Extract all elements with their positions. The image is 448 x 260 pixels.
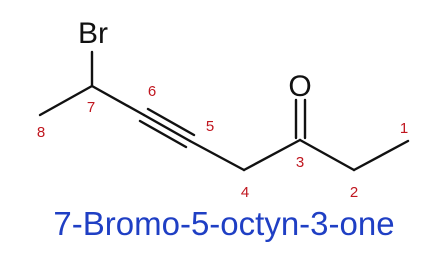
- oxygen-atom-label: O: [288, 70, 312, 103]
- compound-name: 7-Bromo-5-octyn-3-one: [53, 205, 395, 242]
- bromine-atom-label: Br: [78, 17, 108, 50]
- carbon-number-4: 4: [240, 184, 250, 201]
- bond-c4-c3: [244, 140, 300, 170]
- bond-c5-c4: [190, 141, 244, 170]
- bond-c7-c6: [92, 86, 144, 115]
- bond-c8-c7: [40, 86, 92, 115]
- bond-c2-c1: [354, 141, 408, 170]
- carbon-number-7: 7: [86, 99, 96, 116]
- carbon-number-1: 1: [399, 120, 409, 137]
- carbon-number-3: 3: [295, 154, 305, 171]
- carbon-number-6: 6: [147, 83, 157, 100]
- bond-c3-c2: [300, 140, 354, 170]
- carbon-number-8: 8: [36, 124, 46, 141]
- carbon-number-2: 2: [349, 184, 359, 201]
- carbon-number-5: 5: [205, 118, 215, 135]
